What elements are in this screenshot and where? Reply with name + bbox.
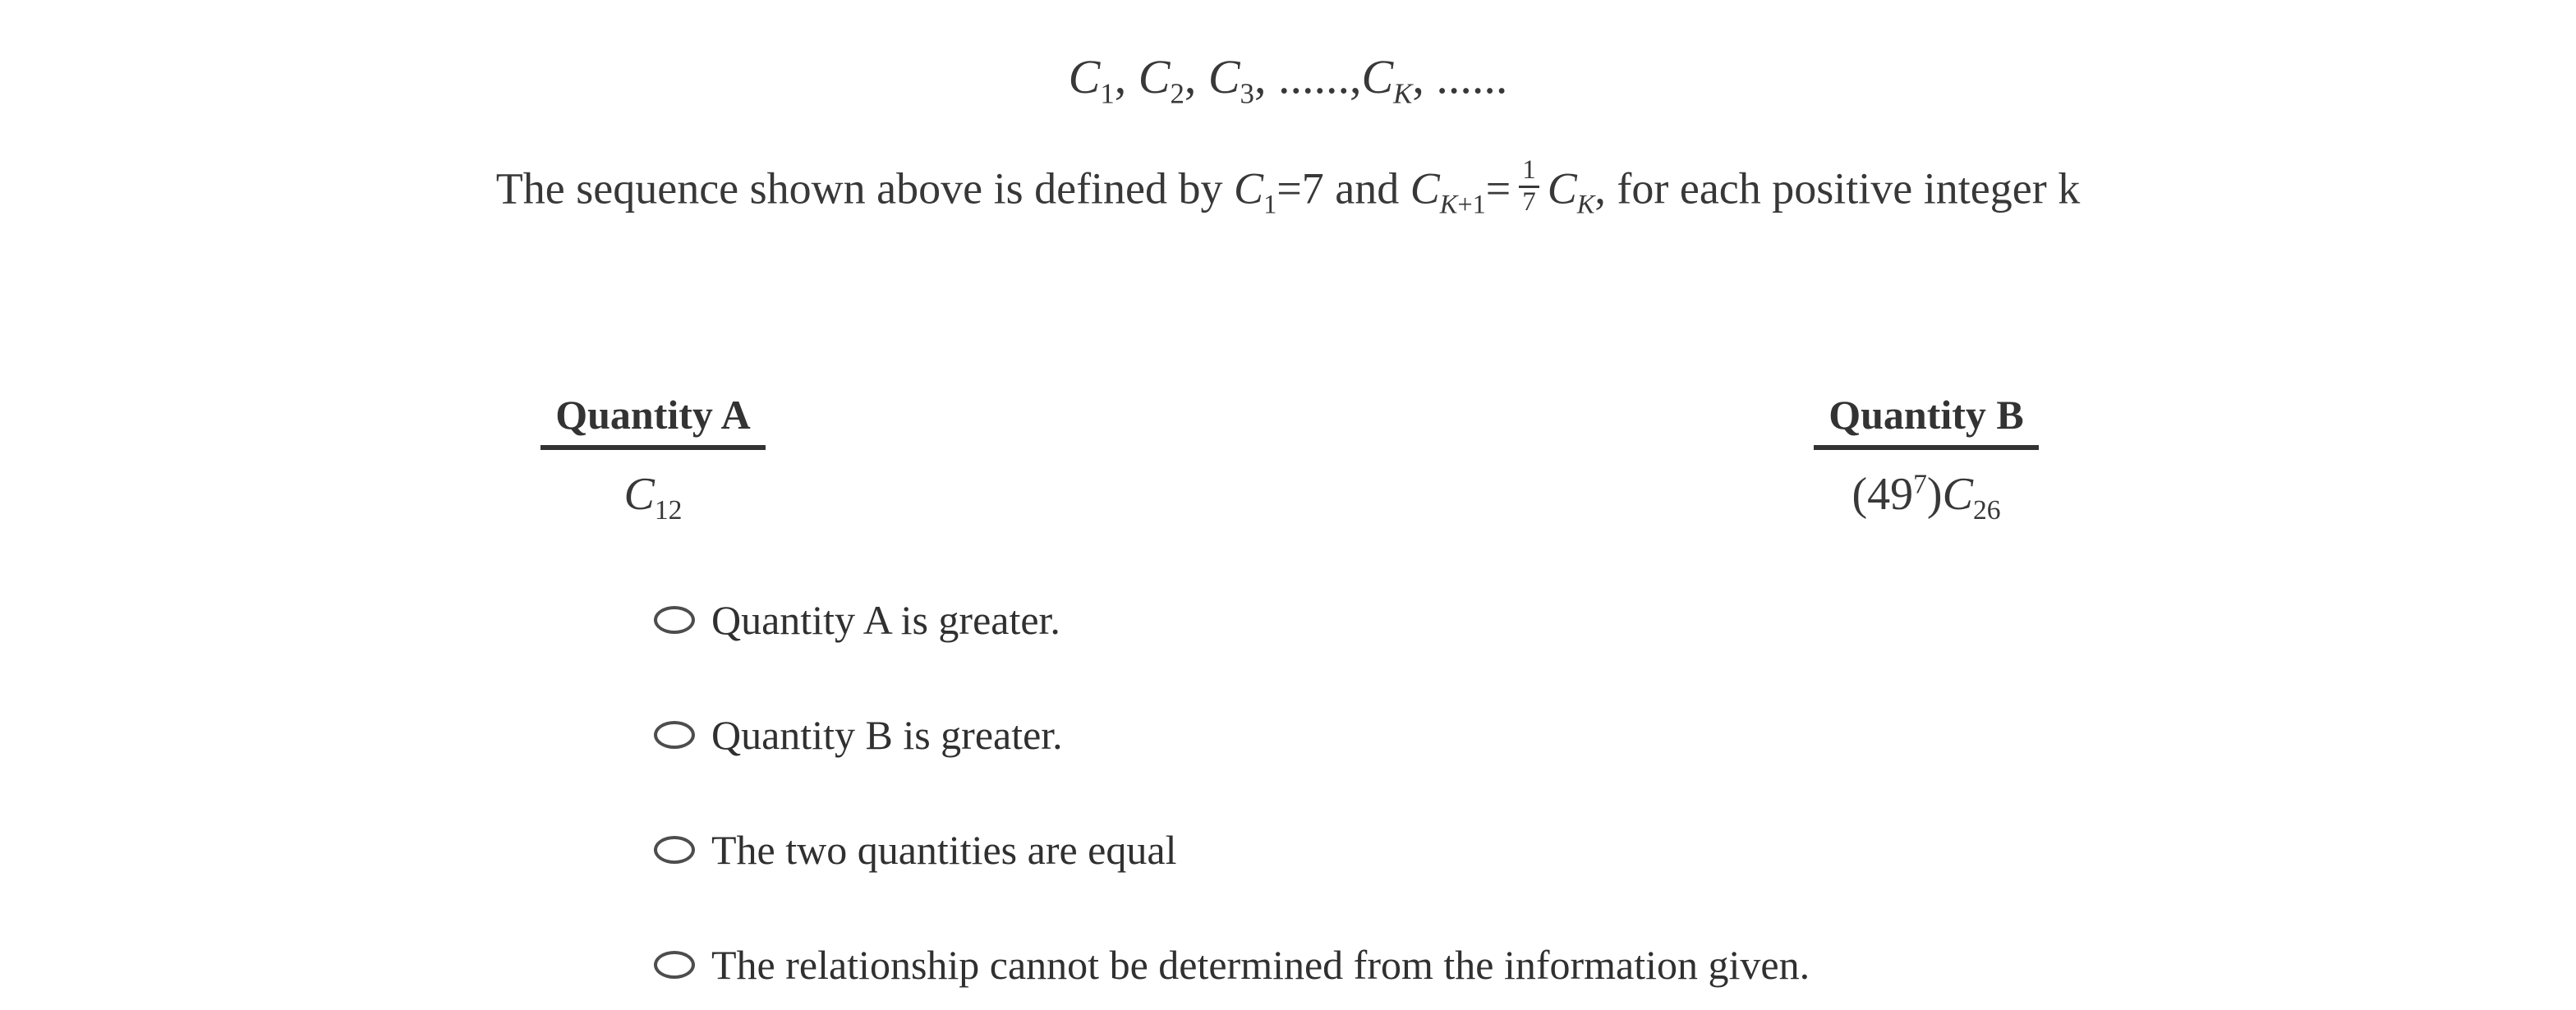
fraction-one-seventh <box>1519 156 1539 217</box>
prompt-text: The sequence shown above is defined by <box>495 163 1235 213</box>
option-row-cannot-determine[interactable] <box>654 938 1810 992</box>
option-label: Quantity B is greater. <box>711 712 1063 758</box>
quantity-a-column <box>423 391 883 526</box>
radio-button-option-1[interactable] <box>654 606 695 634</box>
radio-button-option-2[interactable] <box>654 721 695 749</box>
prompt-var: C <box>1547 163 1577 213</box>
prompt-sub: K <box>1576 190 1595 220</box>
sequence-formula <box>0 49 2576 110</box>
fraction-numerator: 1 <box>1522 155 1536 185</box>
prompt-text: , for each positive integer k <box>1594 163 2081 213</box>
formula-var: C <box>1208 50 1240 103</box>
formula-sep: , <box>1114 50 1138 103</box>
quantity-a-value <box>423 468 883 526</box>
quantity-a-sub: 12 <box>654 495 683 526</box>
quantity-b-value <box>1696 468 2156 526</box>
quantity-b-var: C <box>1942 469 1973 520</box>
quantity-a-var: C <box>623 469 655 520</box>
option-row-quantities-equal[interactable] <box>654 823 1810 877</box>
option-row-quantity-b-greater[interactable] <box>654 708 1810 762</box>
formula-sub: 1 <box>1100 77 1115 110</box>
prompt-var: C <box>1410 163 1440 213</box>
prompt-sub: K+1 <box>1439 190 1486 220</box>
formula-sub: 2 <box>1170 77 1184 110</box>
prompt-text: =7 and <box>1276 163 1410 213</box>
option-row-quantity-a-greater[interactable] <box>654 593 1810 647</box>
radio-button-option-4[interactable] <box>654 951 695 979</box>
equals-sign: = <box>1485 163 1511 213</box>
quantity-b-prefix: (49 <box>1852 469 1914 520</box>
formula-var: C <box>1068 50 1101 103</box>
prompt-var: C <box>1234 163 1264 213</box>
fraction-denominator: 7 <box>1519 186 1539 218</box>
formula-sub: 3 <box>1240 77 1254 110</box>
radio-button-option-3[interactable] <box>654 836 695 864</box>
formula-var: C <box>1138 50 1171 103</box>
question-text <box>0 155 2576 223</box>
quantity-b-column <box>1696 391 2156 526</box>
option-label: The relationship cannot be determined from the information given. <box>711 942 1810 988</box>
quantity-a-label: Quantity A <box>540 391 766 450</box>
quantity-b-close-paren: ) <box>1926 469 1943 520</box>
formula-var: C <box>1361 50 1394 103</box>
option-label: The two quantities are equal <box>711 827 1177 873</box>
prompt-sub: 1 <box>1263 190 1277 220</box>
formula-sep: , <box>1184 50 1208 103</box>
quantity-b-exponent: 7 <box>1913 469 1927 500</box>
quantity-b-sub: 26 <box>1972 495 2001 526</box>
answer-options <box>654 593 1810 1010</box>
formula-sep: , ...... <box>1412 50 1508 103</box>
quantity-b-label: Quantity B <box>1814 391 2039 450</box>
option-label: Quantity A is greater. <box>711 597 1060 643</box>
formula-sep: , ......, <box>1254 50 1362 103</box>
formula-sub: K <box>1393 77 1413 110</box>
